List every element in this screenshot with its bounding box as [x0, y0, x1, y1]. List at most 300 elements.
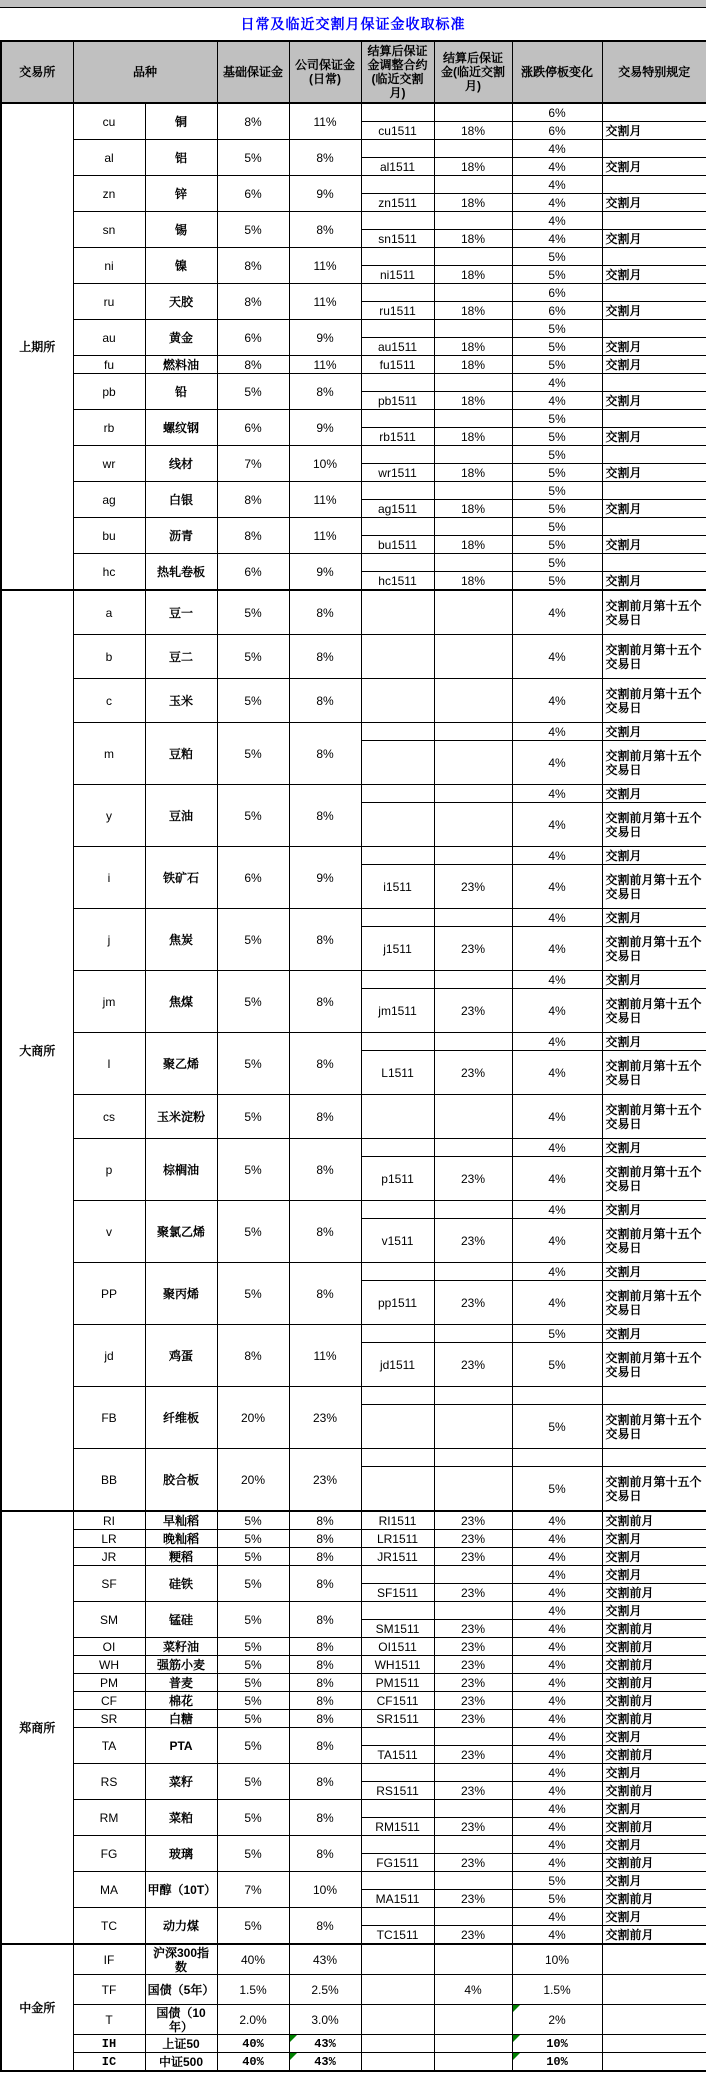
variety-code: l — [73, 1033, 145, 1095]
variety-name: 国债（5年） — [145, 1975, 217, 2005]
contract-code: bu1511 — [361, 536, 434, 554]
special-rule: 交割前月第十五个交易日 — [602, 1157, 706, 1201]
base-margin: 6% — [217, 320, 289, 356]
limit-change: 4% — [512, 847, 602, 865]
special-rule: 交割前月 — [602, 1926, 706, 1945]
settle-margin — [434, 1836, 512, 1854]
base-margin: 5% — [217, 1674, 289, 1692]
limit-change: 4% — [512, 741, 602, 785]
company-margin: 23% — [289, 1449, 361, 1512]
base-margin: 5% — [217, 1530, 289, 1548]
table-row — [1, 1263, 706, 1281]
variety-name: 菜籽 — [145, 1764, 217, 1800]
table-row — [1, 723, 706, 741]
company-margin: 8% — [289, 1263, 361, 1325]
base-margin: 5% — [217, 1728, 289, 1764]
base-margin: 5% — [217, 1511, 289, 1530]
company-margin: 8% — [289, 909, 361, 971]
special-rule — [602, 284, 706, 302]
contract-code: LR1511 — [361, 1530, 434, 1548]
base-margin: 5% — [217, 1692, 289, 1710]
table-row — [1, 410, 706, 428]
variety-name: 热轧卷板 — [145, 554, 217, 591]
limit-change: 4% — [512, 1548, 602, 1566]
settle-margin — [434, 723, 512, 741]
variety-name: 玉米淀粉 — [145, 1095, 217, 1139]
table-row — [1, 1836, 706, 1854]
limit-change: 4% — [512, 1638, 602, 1656]
contract-code — [361, 518, 434, 536]
limit-change: 4% — [512, 1674, 602, 1692]
company-margin: 43% — [289, 2053, 361, 2072]
special-rule: 交割月 — [602, 723, 706, 741]
variety-code: BB — [73, 1449, 145, 1512]
limit-change: 4% — [512, 590, 602, 635]
contract-code: al1511 — [361, 158, 434, 176]
base-margin: 5% — [217, 909, 289, 971]
base-margin: 40% — [217, 2035, 289, 2053]
header-variety: 品种 — [73, 41, 217, 103]
base-margin: 5% — [217, 1263, 289, 1325]
table-row — [1, 1872, 706, 1890]
variety-code: MA — [73, 1872, 145, 1908]
contract-code: RM1511 — [361, 1818, 434, 1836]
variety-code: PP — [73, 1263, 145, 1325]
limit-change: 4% — [512, 158, 602, 176]
limit-change: 4% — [512, 1818, 602, 1836]
variety-name: 焦煤 — [145, 971, 217, 1033]
variety-code: jm — [73, 971, 145, 1033]
contract-code — [361, 741, 434, 785]
limit-change: 10% — [512, 2035, 602, 2053]
special-rule: 交割月 — [602, 500, 706, 518]
company-margin: 8% — [289, 1201, 361, 1263]
table-row — [1, 2035, 706, 2053]
settle-margin: 23% — [434, 1710, 512, 1728]
table-row — [1, 679, 706, 723]
limit-change: 5% — [512, 338, 602, 356]
special-rule: 交割月 — [602, 785, 706, 803]
company-margin: 8% — [289, 635, 361, 679]
variety-name: 螺纹钢 — [145, 410, 217, 446]
limit-change — [512, 1449, 602, 1467]
table-row — [1, 356, 706, 374]
table-row — [1, 1325, 706, 1343]
contract-code: MA1511 — [361, 1890, 434, 1908]
variety-name: 玉米 — [145, 679, 217, 723]
settle-margin: 23% — [434, 1818, 512, 1836]
special-rule: 交割月 — [602, 1548, 706, 1566]
settle-margin: 23% — [434, 1638, 512, 1656]
table-row — [1, 2053, 706, 2072]
contract-code — [361, 1800, 434, 1818]
contract-code: pb1511 — [361, 392, 434, 410]
company-margin: 8% — [289, 971, 361, 1033]
variety-code: cs — [73, 1095, 145, 1139]
variety-code: TC — [73, 1908, 145, 1945]
settle-margin: 18% — [434, 572, 512, 591]
contract-code — [361, 1387, 434, 1405]
contract-code: p1511 — [361, 1157, 434, 1201]
contract-code — [361, 248, 434, 266]
table-row — [1, 1511, 706, 1530]
contract-code — [361, 1728, 434, 1746]
limit-change: 4% — [512, 785, 602, 803]
variety-code: p — [73, 1139, 145, 1201]
limit-change: 4% — [512, 1095, 602, 1139]
contract-code: TA1511 — [361, 1746, 434, 1764]
special-rule: 交割月 — [602, 572, 706, 591]
settle-margin: 18% — [434, 356, 512, 374]
limit-change: 5% — [512, 410, 602, 428]
settle-margin — [434, 103, 512, 122]
contract-code — [361, 723, 434, 741]
table-row — [1, 1908, 706, 1926]
special-rule — [602, 2035, 706, 2053]
special-rule: 交割月 — [602, 194, 706, 212]
variety-name: 聚丙烯 — [145, 1263, 217, 1325]
base-margin: 8% — [217, 1325, 289, 1387]
company-margin: 11% — [289, 518, 361, 554]
company-margin: 8% — [289, 212, 361, 248]
base-margin: 5% — [217, 1033, 289, 1095]
special-rule: 交割月 — [602, 909, 706, 927]
contract-code — [361, 446, 434, 464]
special-rule: 交割月 — [602, 302, 706, 320]
company-margin: 23% — [289, 1387, 361, 1449]
special-rule: 交割月 — [602, 1908, 706, 1926]
settle-margin: 18% — [434, 266, 512, 284]
limit-change: 5% — [512, 1325, 602, 1343]
variety-name: 铝 — [145, 140, 217, 176]
special-rule: 交割前月 — [602, 1818, 706, 1836]
base-margin: 1.5% — [217, 1975, 289, 2005]
contract-code: ni1511 — [361, 266, 434, 284]
variety-code: i — [73, 847, 145, 909]
company-margin: 11% — [289, 1325, 361, 1387]
table-row — [1, 1800, 706, 1818]
special-rule: 交割前月 — [602, 1710, 706, 1728]
table-row — [1, 482, 706, 500]
base-margin: 40% — [217, 2053, 289, 2072]
special-rule: 交割前月第十五个交易日 — [602, 679, 706, 723]
variety-code: CF — [73, 1692, 145, 1710]
variety-name: 菜粕 — [145, 1800, 217, 1836]
limit-change: 5% — [512, 464, 602, 482]
variety-code: bu — [73, 518, 145, 554]
limit-change: 4% — [512, 1656, 602, 1674]
settle-margin — [434, 971, 512, 989]
company-margin: 11% — [289, 248, 361, 284]
variety-code: RS — [73, 1764, 145, 1800]
variety-name: 燃料油 — [145, 356, 217, 374]
limit-change: 4% — [512, 1157, 602, 1201]
table-row — [1, 1548, 706, 1566]
base-margin: 8% — [217, 518, 289, 554]
table-row — [1, 140, 706, 158]
base-margin: 40% — [217, 1944, 289, 1975]
settle-margin: 23% — [434, 1890, 512, 1908]
variety-code: cu — [73, 103, 145, 140]
limit-change: 4% — [512, 679, 602, 723]
variety-code: TF — [73, 1975, 145, 2005]
limit-change: 4% — [512, 1566, 602, 1584]
base-margin: 5% — [217, 1095, 289, 1139]
settle-margin: 23% — [434, 1656, 512, 1674]
base-margin: 5% — [217, 1656, 289, 1674]
table-row — [1, 785, 706, 803]
variety-name: 中证500 — [145, 2053, 217, 2072]
contract-code: OI1511 — [361, 1638, 434, 1656]
base-margin: 5% — [217, 785, 289, 847]
limit-change: 4% — [512, 1620, 602, 1638]
special-rule: 交割前月第十五个交易日 — [602, 865, 706, 909]
variety-code: SR — [73, 1710, 145, 1728]
special-rule: 交割月 — [602, 1728, 706, 1746]
base-margin: 5% — [217, 140, 289, 176]
special-rule: 交割月 — [602, 338, 706, 356]
variety-code: v — [73, 1201, 145, 1263]
variety-code: LR — [73, 1530, 145, 1548]
base-margin: 6% — [217, 176, 289, 212]
special-rule: 交割月 — [602, 230, 706, 248]
variety-name: 黄金 — [145, 320, 217, 356]
exchange-label: 大商所 — [1, 590, 73, 1511]
header-limit-change: 涨跌停板变化 — [512, 41, 602, 103]
base-margin: 5% — [217, 971, 289, 1033]
company-margin: 8% — [289, 1710, 361, 1728]
base-margin: 5% — [217, 723, 289, 785]
contract-code — [361, 847, 434, 865]
contract-code — [361, 2035, 434, 2053]
special-rule — [602, 176, 706, 194]
variety-code: SM — [73, 1602, 145, 1638]
special-rule: 交割前月第十五个交易日 — [602, 1467, 706, 1512]
special-rule — [602, 2005, 706, 2035]
variety-name: 铅 — [145, 374, 217, 410]
variety-code: au — [73, 320, 145, 356]
settle-margin: 18% — [434, 194, 512, 212]
limit-change: 6% — [512, 284, 602, 302]
settle-margin: 23% — [434, 1548, 512, 1566]
special-rule: 交割前月 — [602, 1890, 706, 1908]
contract-code — [361, 1201, 434, 1219]
settle-margin — [434, 2053, 512, 2072]
settle-margin: 18% — [434, 392, 512, 410]
contract-code: sn1511 — [361, 230, 434, 248]
company-margin: 8% — [289, 1530, 361, 1548]
variety-name: 普麦 — [145, 1674, 217, 1692]
table-body — [1, 103, 706, 2071]
contract-code: CF1511 — [361, 1692, 434, 1710]
special-rule: 交割前月第十五个交易日 — [602, 803, 706, 847]
contract-code — [361, 374, 434, 392]
special-rule — [602, 1975, 706, 2005]
contract-code — [361, 635, 434, 679]
page-title: 日常及临近交割月保证金收取标准 — [240, 16, 466, 32]
special-rule — [602, 410, 706, 428]
company-margin: 11% — [289, 103, 361, 140]
base-margin: 8% — [217, 103, 289, 140]
variety-code: FB — [73, 1387, 145, 1449]
variety-code: JR — [73, 1548, 145, 1566]
contract-code — [361, 1872, 434, 1890]
company-margin: 8% — [289, 1728, 361, 1764]
variety-code: FG — [73, 1836, 145, 1872]
settle-margin — [434, 909, 512, 927]
special-rule — [602, 320, 706, 338]
base-margin: 8% — [217, 482, 289, 518]
special-rule — [602, 482, 706, 500]
company-margin: 2.5% — [289, 1975, 361, 2005]
variety-code: c — [73, 679, 145, 723]
limit-change: 5% — [512, 1405, 602, 1449]
settle-margin: 23% — [434, 1782, 512, 1800]
company-margin: 8% — [289, 1511, 361, 1530]
table-row — [1, 248, 706, 266]
table-row — [1, 909, 706, 927]
variety-code: IC — [73, 2053, 145, 2072]
settle-margin — [434, 1800, 512, 1818]
contract-code: j1511 — [361, 927, 434, 971]
variety-name: 早籼稻 — [145, 1511, 217, 1530]
table-row — [1, 176, 706, 194]
contract-code: SR1511 — [361, 1710, 434, 1728]
special-rule — [602, 374, 706, 392]
contract-code: SM1511 — [361, 1620, 434, 1638]
table-row — [1, 1656, 706, 1674]
special-rule: 交割月 — [602, 428, 706, 446]
variety-code: zn — [73, 176, 145, 212]
base-margin: 5% — [217, 212, 289, 248]
special-rule — [602, 212, 706, 230]
limit-change: 4% — [512, 1201, 602, 1219]
variety-code: PM — [73, 1674, 145, 1692]
company-margin: 3.0% — [289, 2005, 361, 2035]
variety-name: 线材 — [145, 446, 217, 482]
contract-code: ru1511 — [361, 302, 434, 320]
base-margin: 5% — [217, 1201, 289, 1263]
company-margin: 43% — [289, 1944, 361, 1975]
variety-code: rb — [73, 410, 145, 446]
contract-code — [361, 176, 434, 194]
company-margin: 9% — [289, 410, 361, 446]
special-rule: 交割前月 — [602, 1782, 706, 1800]
base-margin: 5% — [217, 635, 289, 679]
contract-code — [361, 554, 434, 572]
variety-code: al — [73, 140, 145, 176]
special-rule: 交割月 — [602, 536, 706, 554]
limit-change: 5% — [512, 248, 602, 266]
variety-code: ni — [73, 248, 145, 284]
limit-change: 4% — [512, 1836, 602, 1854]
special-rule: 交割月 — [602, 1566, 706, 1584]
contract-code — [361, 140, 434, 158]
table-row — [1, 971, 706, 989]
special-rule: 交割前月第十五个交易日 — [602, 927, 706, 971]
contract-code — [361, 1467, 434, 1512]
company-margin: 10% — [289, 1872, 361, 1908]
limit-change: 5% — [512, 554, 602, 572]
company-margin: 8% — [289, 1674, 361, 1692]
variety-name: 动力煤 — [145, 1908, 217, 1945]
variety-name: 胶合板 — [145, 1449, 217, 1512]
limit-change: 4% — [512, 927, 602, 971]
variety-name: 粳稻 — [145, 1548, 217, 1566]
margin-table — [0, 40, 706, 2072]
table-row — [1, 635, 706, 679]
special-rule — [602, 2053, 706, 2072]
settle-margin — [434, 1944, 512, 1975]
variety-name: 铁矿石 — [145, 847, 217, 909]
contract-code: TC1511 — [361, 1926, 434, 1945]
limit-change: 4% — [512, 723, 602, 741]
settle-margin — [434, 140, 512, 158]
limit-change: 5% — [512, 1343, 602, 1387]
settle-margin — [434, 847, 512, 865]
settle-margin — [434, 1764, 512, 1782]
special-rule: 交割前月第十五个交易日 — [602, 635, 706, 679]
header-settle-margin: 结算后保证金(临近交割月) — [434, 41, 512, 103]
limit-change: 4% — [512, 374, 602, 392]
base-margin: 8% — [217, 284, 289, 320]
contract-code — [361, 1602, 434, 1620]
special-rule — [602, 554, 706, 572]
company-margin: 9% — [289, 320, 361, 356]
settle-margin — [434, 284, 512, 302]
limit-change: 4% — [512, 865, 602, 909]
contract-code — [361, 284, 434, 302]
contract-code: pp1511 — [361, 1281, 434, 1325]
special-rule: 交割月 — [602, 356, 706, 374]
table-row — [1, 1449, 706, 1467]
settle-margin — [434, 374, 512, 392]
company-margin: 11% — [289, 482, 361, 518]
variety-name: 强筋小麦 — [145, 1656, 217, 1674]
base-margin: 20% — [217, 1449, 289, 1512]
variety-name: 沥青 — [145, 518, 217, 554]
header-adjust-contract: 结算后保证金调整合约(临近交割月) — [361, 41, 434, 103]
limit-change: 4% — [512, 1263, 602, 1281]
contract-code: FG1511 — [361, 1854, 434, 1872]
settle-margin — [434, 1467, 512, 1512]
variety-name: 铜 — [145, 103, 217, 140]
variety-name: 鸡蛋 — [145, 1325, 217, 1387]
limit-change: 6% — [512, 103, 602, 122]
company-margin: 8% — [289, 1656, 361, 1674]
contract-code: v1511 — [361, 1219, 434, 1263]
company-margin: 8% — [289, 140, 361, 176]
contract-code: fu1511 — [361, 356, 434, 374]
contract-code — [361, 1908, 434, 1926]
limit-change: 4% — [512, 1782, 602, 1800]
settle-margin: 23% — [434, 1854, 512, 1872]
special-rule: 交割月 — [602, 1836, 706, 1854]
special-rule: 交割月 — [602, 1201, 706, 1219]
special-rule: 交割前月第十五个交易日 — [602, 590, 706, 635]
limit-change: 4% — [512, 1764, 602, 1782]
base-margin: 7% — [217, 446, 289, 482]
special-rule: 交割月 — [602, 1263, 706, 1281]
contract-code — [361, 2053, 434, 2072]
limit-change: 4% — [512, 1854, 602, 1872]
contract-code: jm1511 — [361, 989, 434, 1033]
contract-code: i1511 — [361, 865, 434, 909]
limit-change: 4% — [512, 1033, 602, 1051]
limit-change: 4% — [512, 1584, 602, 1602]
settle-margin: 18% — [434, 428, 512, 446]
limit-change: 4% — [512, 1800, 602, 1818]
